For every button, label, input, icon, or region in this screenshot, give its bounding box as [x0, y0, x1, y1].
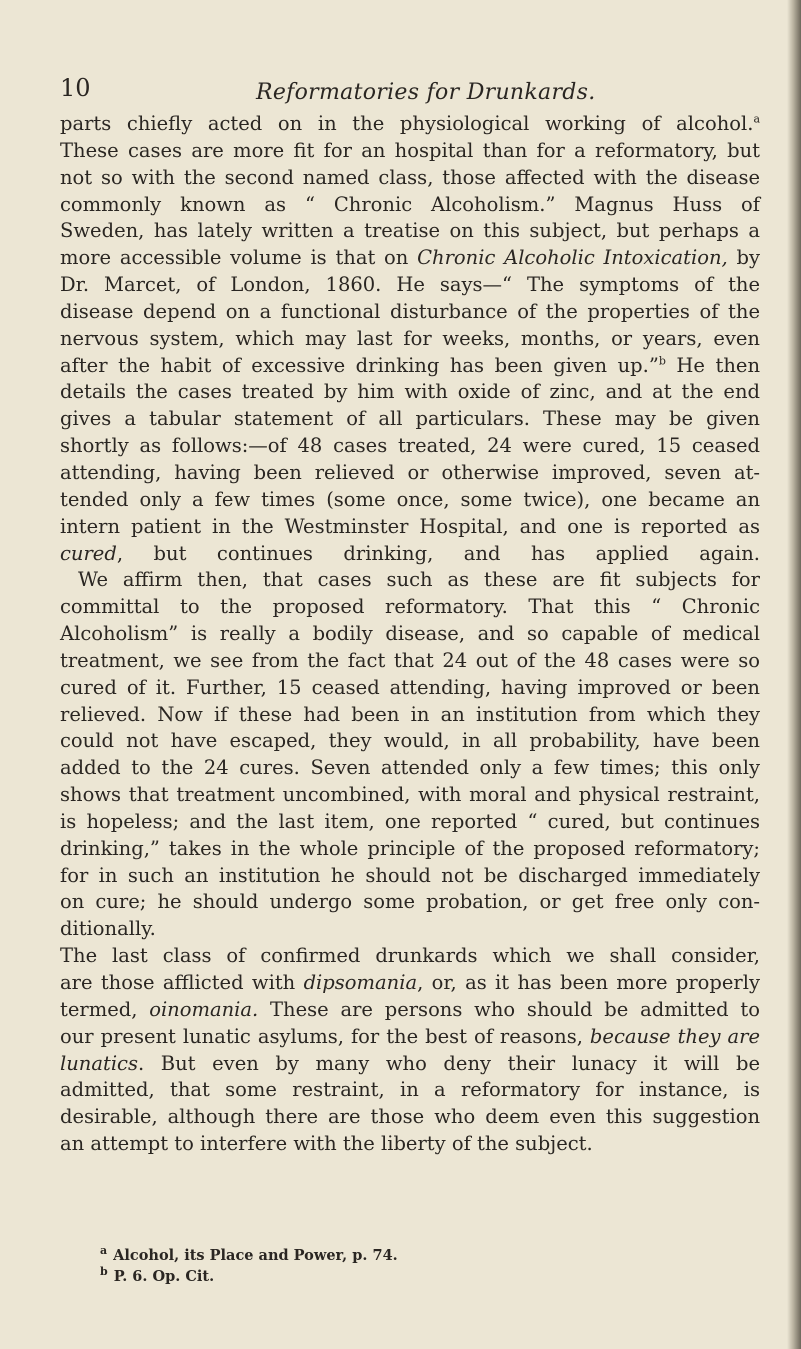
- text-line: admitted, that some restraint, in a reformatory for instance, is: [60, 1078, 760, 1102]
- footnote-ref-b: b: [658, 354, 666, 368]
- text-line: These cases are more fit for an hospital than for a reformatory, but: [60, 138, 760, 162]
- text-line: shows that treatment uncombined, with moral and physical restraint,: [60, 783, 760, 807]
- text-line: after the habit of excessive drinking has been given up.”$^b$ He then: [60, 353, 760, 377]
- footnotes: [80, 1245, 680, 1287]
- footnote: $^a$ Alcohol, its Place and Power, p. 74.: [100, 1244, 398, 1264]
- page-edge-shadow: [787, 0, 801, 1349]
- text-line: committal to the proposed reformatory. That this “ Chronic: [60, 595, 760, 619]
- text-line: desirable, although there are those who deem even this suggestion: [60, 1105, 760, 1129]
- text-line: not so with the second named class, those affected with the disease: [60, 165, 760, 189]
- text-line: Alcoholism” is really a bodily disease, and so capable of medical: [60, 622, 760, 646]
- text-line: for in such an institution he should not be discharged immediately: [60, 863, 760, 887]
- text-line: an attempt to interfere with the liberty of the subject.: [60, 1132, 593, 1156]
- book-title: Chronic Alcoholic Intoxication,: [417, 246, 728, 270]
- text-line: cured of it. Further, 15 ceased attending, having improved or been: [60, 675, 760, 699]
- text-line: ditionally.: [60, 917, 156, 941]
- text-line: commonly known as “ Chronic Alcoholism.” Magnus Huss of: [60, 192, 760, 216]
- text-line: details the cases treated by him with oxide of zinc, and at the end: [60, 380, 760, 404]
- text-line: relieved. Now if these had been in an institution from which they: [60, 702, 760, 726]
- text-line: on cure; he should undergo some probation, or get free only con-: [60, 890, 760, 914]
- text-line: more accessible volume is that on Chronic Alcoholic Intoxication, by: [60, 246, 760, 270]
- text-line: intern patient in the Westminster Hospital, and one is reported as: [60, 514, 760, 538]
- text-line: nervous system, which may last for weeks, months, or years, even: [60, 326, 760, 350]
- text-line: shortly as follows:—of 48 cases treated, 24 were cured, 15 ceased: [60, 434, 760, 458]
- paragraph-start: The last class of confirmed drunkards which we shall consider,: [60, 944, 760, 968]
- page-number: 10: [60, 74, 91, 102]
- text-line: drinking,” takes in the whole principle of the proposed reformatory;: [60, 836, 760, 860]
- text-line: cured, but continues drinking, and has applied again.: [60, 541, 760, 565]
- text-line: termed, oinomania. These are persons who should be admitted to: [60, 997, 761, 1021]
- text-line: disease depend on a functional disturbance of the properties of the: [60, 299, 760, 323]
- term-oinomania: oinomania.: [149, 997, 259, 1021]
- text-line: tended only a few times (some once, some twice), one became an: [60, 487, 760, 511]
- text-line: parts chiefly acted on in the physiological working of alcohol.$^a$: [60, 112, 760, 135]
- term-dipsomania: dipsomania: [303, 971, 418, 994]
- text-line: added to the 24 cures. Seven attended only a few times; this only: [60, 756, 760, 780]
- text-line: is hopeless; and the last item, one reported “ cured, but continues: [60, 809, 760, 833]
- text-line: gives a tabular statement of all particulars. These may be given: [60, 407, 760, 431]
- text-line: lunatics. But even by many who deny their lunacy it will be: [60, 1051, 760, 1075]
- text-line: attending, having been relieved or otherwise improved, seven at-: [60, 460, 760, 484]
- text-line: Sweden, has lately written a treatise on this subject, but perhaps a: [60, 219, 760, 243]
- body-text: [60, 111, 760, 1158]
- text-line: our present lunatic asylums, for the best of reasons, because they are: [60, 1024, 761, 1048]
- text-line: could not have escaped, they would, in all probability, have been: [60, 729, 760, 753]
- running-head: Reformatories for Drunkards.: [256, 80, 596, 105]
- text-line: treatment, we see from the fact that 24 out of the 48 cases were so: [60, 648, 760, 672]
- text-line: are those afflicted with dipsomania, or, as it has been more properly: [60, 971, 760, 994]
- text-line: Dr. Marcet, of London, 1860. He says—“ The symptoms of the: [60, 273, 760, 297]
- paragraph-start: We affirm then, that cases such as these are fit subjects for: [78, 568, 760, 592]
- footnote-ref-a: a: [753, 112, 760, 126]
- footnote: $^b$ P. 6. Op. Cit.: [100, 1265, 215, 1285]
